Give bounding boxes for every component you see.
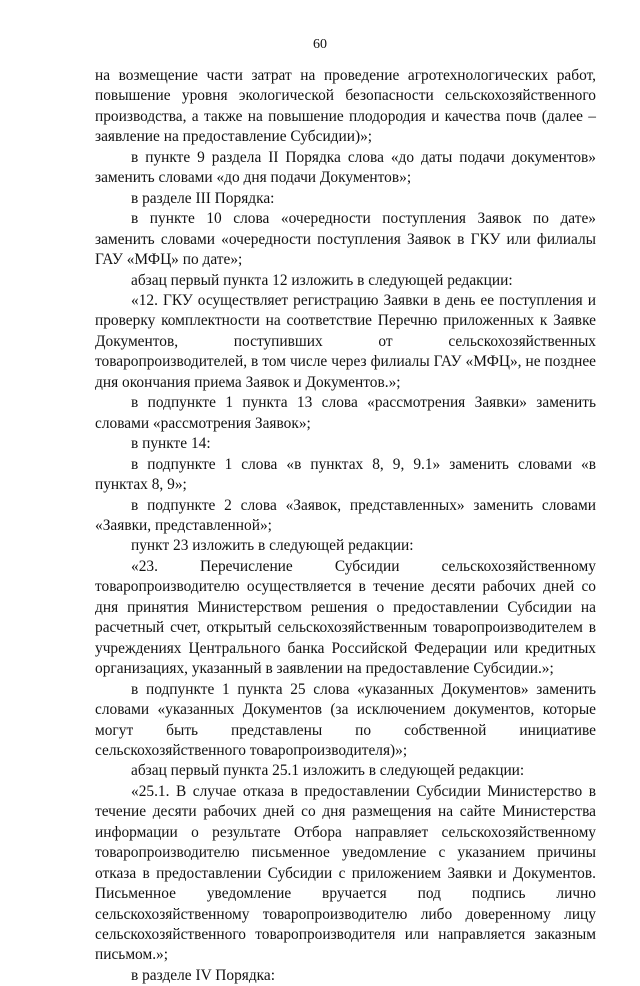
- paragraph: в подпункте 2 слова «Заявок, представленных» заменить словами «Заявки, представленной»;: [95, 496, 596, 534]
- paragraph: в пункте 14:: [131, 435, 211, 453]
- paragraph: абзац первый пункта 25.1 изложить в следующей редакции:: [131, 762, 525, 780]
- paragraph: абзац первый пункта 12 изложить в следующей редакции:: [131, 271, 513, 289]
- paragraph: на возмещение части затрат на проведение агротехнологических работ, повышение уровня экологической безопасности сельскохозяйственного производства, а также на повышение плодородия и качества почв (далее – заявление на предоставление Субсидии)»;: [95, 67, 596, 146]
- paragraph: в разделе III Порядка:: [131, 189, 275, 207]
- paragraph: товаропроизводителю осуществляется в течение десяти рабочих дней со дня принятия Министерством решения о предоставлении Субсидии на расчетный счет, открытый сельскохозяйственным товаропроизводителем в учреждениях Центрального банка Российской Федерации или кредитных организациях, указанный в заявлении на предоставление Субсидии.»;: [95, 578, 596, 678]
- paragraph: «12. ГКУ осуществляет регистрацию Заявки в день ее поступления и проверку комплектности на соответствие Перечню приложенных к Заявке Документов, поступивших от сельскохозяйственных товаропроизводителей, в том числе через филиалы ГАУ «МФЦ», не позднее дня окончания приема Заявок и Документов.»;: [95, 291, 596, 391]
- paragraph: в разделе IV Порядка:: [131, 966, 276, 984]
- paragraph: пункт 23 изложить в следующей редакции:: [131, 537, 414, 555]
- document-body: [95, 66, 596, 986]
- paragraph: в пункте 9 раздела II Порядка слова «до даты подачи документов» заменить словами «до дня подачи Документов»;: [95, 148, 596, 187]
- paragraph: «23. Перечисление Субсидии сельскохозяйственному: [131, 557, 596, 575]
- paragraph: в подпункте 1 пункта 25 слова «указанных Документов» заменить словами «указанных Документов (за исключением документов, которые могут быть представлены по собственной инициативе сельскохозяйственного товаропроизводителя)»;: [95, 680, 596, 759]
- paragraph: «25.1. В случае отказа в предоставлении Субсидии Министерство в течение десяти рабочих дней со дня размещения на сайте Министерства информации о результате Отбора направляет сельскохозяйственному товаропроизводителю письменное уведомление с указанием причины отказа в предоставлении Субсидии с приложением Заявки и Документов. Письменное уведомление вручается под подпись лично сельскохозяйственному товаропроизводителю либо доверенному лицу сельскохозяйственного товаропроизводителя или направляется заказным письмом.»;: [95, 782, 596, 964]
- paragraph: в пункте 10 слова «очередности поступления Заявок по дате» заменить словами «очередности поступления Заявок в ГКУ или филиалы ГАУ «МФЦ» по дате»;: [95, 210, 596, 269]
- paragraph: в подпункте 1 пункта 13 слова «рассмотрения Заявки» заменить словами «рассмотрения Заявок»;: [95, 394, 596, 432]
- page-number: 60: [313, 37, 327, 52]
- paragraph: в подпункте 1 слова «в пунктах 8, 9, 9.1» заменить словами «в пунктах 8, 9»;: [95, 455, 596, 494]
